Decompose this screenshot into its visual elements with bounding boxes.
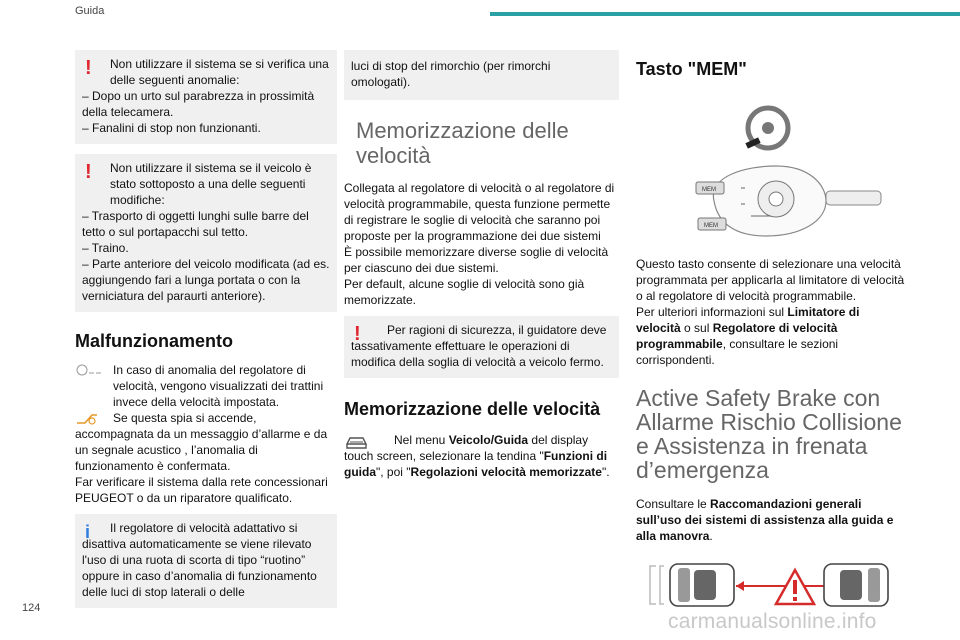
body-text: Per default, alcune soglie di velocità sono già memorizzate.: [344, 277, 585, 307]
warning-icon: !: [85, 57, 92, 79]
body-text: Collegata al regolatore di velocità o al regolatore di velocità programmabile, questa funzione permette di registrare le soglie di velocità che saranno poi proposte per la programmazione dei due sistemi: [344, 181, 615, 243]
dashes-paragraph: [75, 362, 337, 410]
warning-text: – Parte anteriore del veicolo modificata (ad es. aggiungendo fari a lunga portata o con la verniciatura del paraurti anteriore).: [82, 257, 330, 303]
warning-icon: !: [354, 323, 361, 345]
section-title-memorization-2: Memorizzazione delle velocità: [344, 399, 601, 419]
info-box-deactivation: [75, 514, 337, 608]
rear-car-icon: [650, 564, 734, 606]
warning-text: – Dopo un urto sul parabrezza in prossimità della telecamera.: [82, 89, 315, 119]
speed-dashes-icon: [75, 363, 105, 377]
warning-text: – Trasporto di oggetti lunghi sulle barre del tetto o sul portapacchi sul tetto.: [82, 209, 309, 239]
mem-label: MEM: [704, 223, 718, 229]
warning-text: Non utilizzare il sistema se il veicolo è stato sottoposto a una delle seguenti modifiche:: [110, 161, 312, 207]
section-title-memorization: Memorizzazione delle velocità: [356, 118, 569, 168]
column-middle: [344, 50, 619, 480]
section-title-asb: Active Safety Brake con Allarme Rischio Collisione e Assistenza in frenata d’emergenza: [636, 385, 902, 483]
body-text: È possibile memorizzare diverse soglie di velocità per ciascuno dei due sistemi.: [344, 245, 609, 275]
warning-text: – Traino.: [82, 241, 129, 255]
watermark: carmanualsonline.info: [668, 610, 877, 633]
page-number: 124: [22, 602, 41, 614]
cruise-warning-light-icon: [75, 411, 99, 427]
warning-light-paragraph: [75, 410, 337, 474]
warning-icon: !: [85, 161, 92, 183]
malfunction-text: In caso di anomalia del regolatore di velocità, vengono visualizzati dei trattini invece della velocità impostata.: [113, 363, 324, 409]
column-right: [636, 50, 906, 614]
column-left: [75, 50, 337, 618]
warning-box-safety: [344, 316, 619, 378]
collision-warning-illustration: [636, 554, 906, 614]
steering-stalk-illustration: [636, 86, 906, 256]
car-icon: [344, 434, 370, 450]
warning-box-anomalies: [75, 50, 337, 144]
section-header: Guida: [75, 5, 105, 17]
mem-label: MEM: [702, 187, 716, 193]
front-car-icon: [824, 564, 888, 606]
warning-text: – Fanalini di stop non funzionanti.: [82, 121, 261, 135]
info-icon: i: [85, 522, 91, 542]
info-text: Il regolatore di velocità adattativo si disattiva automaticamente se viene rilevato l'uso di una ruota di scorta di tipo “ruotino” oppure in caso d’anomalia di funzionamento delle luci di stop laterali o delle: [82, 521, 317, 599]
steering-wheel-icon: [745, 108, 788, 149]
info-text: luci di stop del rimorchio (per rimorchi omologati).: [351, 59, 551, 89]
warning-text: Non utilizzare il sistema se si verifica una delle seguenti anomalie:: [110, 57, 329, 87]
warning-box-modifications: [75, 154, 337, 312]
menu-text: Nel menu Veicolo/Guida del display touch screen, selezionare la tendina "Funzioni di guida", poi "Regolazioni velocità memorizzate".: [344, 433, 610, 479]
header-accent-bar: [490, 12, 960, 16]
section-title-malfunction: Malfunzionamento: [75, 331, 233, 351]
menu-paragraph: [344, 432, 619, 480]
info-box-continuation: [344, 50, 619, 100]
section-title-mem-button: Tasto "MEM": [636, 59, 747, 79]
stalk-control-drawing: [696, 166, 881, 236]
warning-text: Per ragioni di sicurezza, il guidatore deve tassativamente effettuare le operazioni di modifica della soglia di velocità a veicolo fermo.: [351, 323, 607, 369]
malfunction-text: Se questa spia si accende, accompagnata da un messaggio d’allarme e da un segnale acustico , l’anomalia di funzionamento è confermata.: [75, 411, 328, 473]
body-text: Per ulteriori informazioni sul Limitatore di velocità o sul Regolatore di velocità programmabile, consultare le sezioni corrispondenti.: [636, 305, 860, 367]
malfunction-text: Far verificare il sistema dalla rete concessionari PEUGEOT o da un riparatore qualificato.: [75, 475, 328, 505]
body-text: Questo tasto consente di selezionare una velocità programmata per applicarla al limitatore di velocità o al regolatore di velocità programmabile.: [636, 257, 905, 303]
body-text: Consultare le Raccomandazioni generali sull’uso dei sistemi di assistenza alla guida e alla manovra.: [636, 497, 894, 543]
